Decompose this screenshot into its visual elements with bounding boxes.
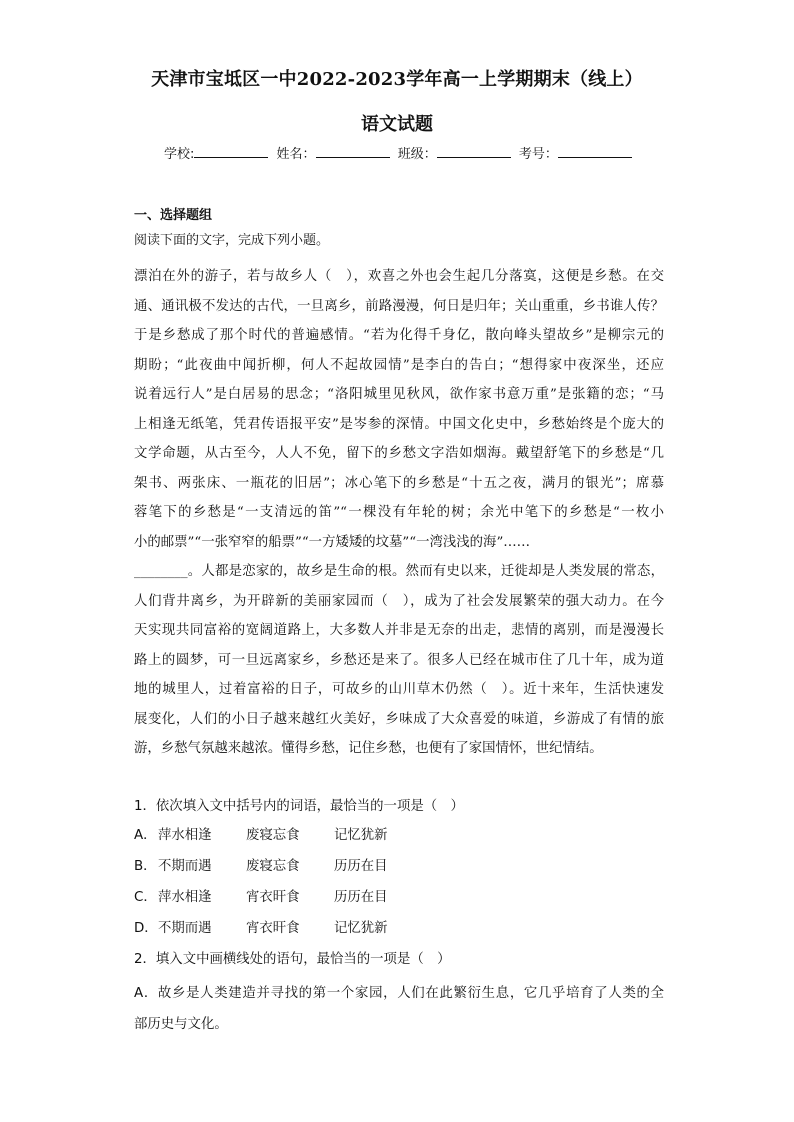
exam-subtitle: 语文试题 [361,114,433,135]
option-word-3: 记忆犹新 [334,828,388,843]
name-label: 姓名： [276,147,316,162]
option-letter: A． [134,828,157,843]
option-letter: D． [134,921,158,936]
passage-line: 游，乡愁气氛越来越浓。懂得乡愁，记住乡愁，也便有了家国情怀，世纪情结。 [134,741,603,756]
passage-line: 期盼；“此夜曲中闻折柳，何人不起故园情”是李白的告白；“想得家中夜深坐，还应 [134,357,664,373]
question-1-option-c[interactable] [134,887,388,909]
exam-title: 天津市宝坻区一中2022-2023学年高一上学期期末（线上） [151,69,643,90]
school-label: 学校: [164,147,195,162]
passage-line: ________。人都是恋家的，故乡是生命的根。然而有史以来，迁徙却是人类发展的常态， [134,564,664,579]
option-word-2: 废寝忘食 [246,859,300,874]
passage-line: 通、通讯极不发达的古代，一旦离乡，前路漫漫，何日是归年；关山重重，乡书谁人传？ [134,298,664,314]
passage-line: 说着远行人”是白居易的思念；“洛阳城里见秋风，欲作家书意万重”是张籍的恋；“马 [134,387,664,402]
passage-line: 上相逢无纸笔，凭君传语报平安”是岑参的深情。中国文化史中，乡愁始终是个庞大的 [134,416,664,432]
class-blank [437,143,511,158]
passage-line: 文学命题，从古至今，人人不免，留下的乡愁文字浩如烟海。戴望舒笔下的乡愁是“几 [134,446,664,461]
question-2-option-a[interactable] [134,978,664,1040]
passage-line: 天实现共同富裕的宽阔道路上，大多数人并非是无奈的出走，悲情的离别，而是漫漫长 [134,623,664,638]
option-word-1: 萍水相逢 [158,890,212,905]
option-word-2: 废寝忘食 [246,828,300,843]
option-letter: C． [134,890,157,905]
option-letter: B． [134,859,157,874]
exam-number-blank [558,143,632,158]
option-word-2: 宵衣旰食 [246,921,300,936]
school-blank [194,143,268,158]
passage-line: 漂泊在外的游子，若与故乡人（ ），欢喜之外也会生起几分落寞，这便是乡愁。在交 [134,269,664,284]
question-1-stem: 1．依次填入文中括号内的词语，最恰当的一项是（ ） [134,799,464,814]
question-2-stem: 2．填入文中画横线处的语句，最恰当的一项是（ ） [134,952,451,967]
option-word-3: 记忆犹新 [334,921,388,936]
question-1-option-d[interactable] [134,918,388,940]
name-blank [316,143,390,158]
passage-line: 于是乡愁成了那个时代的普遍感情。“若为化得千身亿，散向峰头望故乡”是柳宗元的 [134,328,664,343]
reading-passage [134,262,664,764]
option-word-3: 历历在目 [334,859,388,874]
passage-line: 路上的圆梦，可一旦远离家乡，乡愁还是来了。很多人已经在城市住了几十年，成为道 [134,652,664,668]
section-instruction: 阅读下面的文字，完成下列小题。 [134,233,330,248]
option-word-1: 不期而遇 [158,859,212,874]
passage-line: 展变化，人们的小日子越来越红火美好，乡味成了大众喜爱的味道，乡游成了有情的旅 [134,711,664,727]
option-word-1: 萍水相逢 [158,828,212,843]
class-label: 班级： [397,147,437,162]
passage-line: 蓉笔下的乡愁是“一支清远的笛”“一棵没有年轮的树；余光中笔下的乡愁是“一枚小 [134,505,664,520]
question-1-option-b[interactable] [134,856,388,878]
passage-line: 架书、两张床、一瓶花的旧居”；冰心笔下的乡愁是“十五之夜，满月的银光”；席慕 [134,475,664,491]
passage-line: 地的城里人，过着富裕的日子，可故乡的山川草木仍然（ ）。近十来年，生活快速发 [134,682,664,697]
question-1-option-a[interactable] [134,825,388,847]
option-word-3: 历历在目 [334,890,388,905]
passage-line: 小的邮票”“一张窄窄的船票”“一方矮矮的坟墓”“一湾浅浅的海”…… [134,534,531,550]
option-line: 部历史与文化。 [134,1017,228,1032]
section-heading: 一、选择题组 [134,208,213,223]
option-word-1: 不期而遇 [158,921,212,936]
passage-line: 人们背井离乡，为开辟新的美丽家园而（ ），成为了社会发展繁荣的强大动力。在今 [134,593,664,609]
option-word-2: 宵衣旰食 [246,890,300,905]
exam-number-label: 考号： [518,147,558,162]
option-line: A．故乡是人类建造并寻找的第一个家园，人们在此繁衍生息，它几乎培育了人类的全 [134,986,664,1001]
student-info-row [164,143,636,166]
